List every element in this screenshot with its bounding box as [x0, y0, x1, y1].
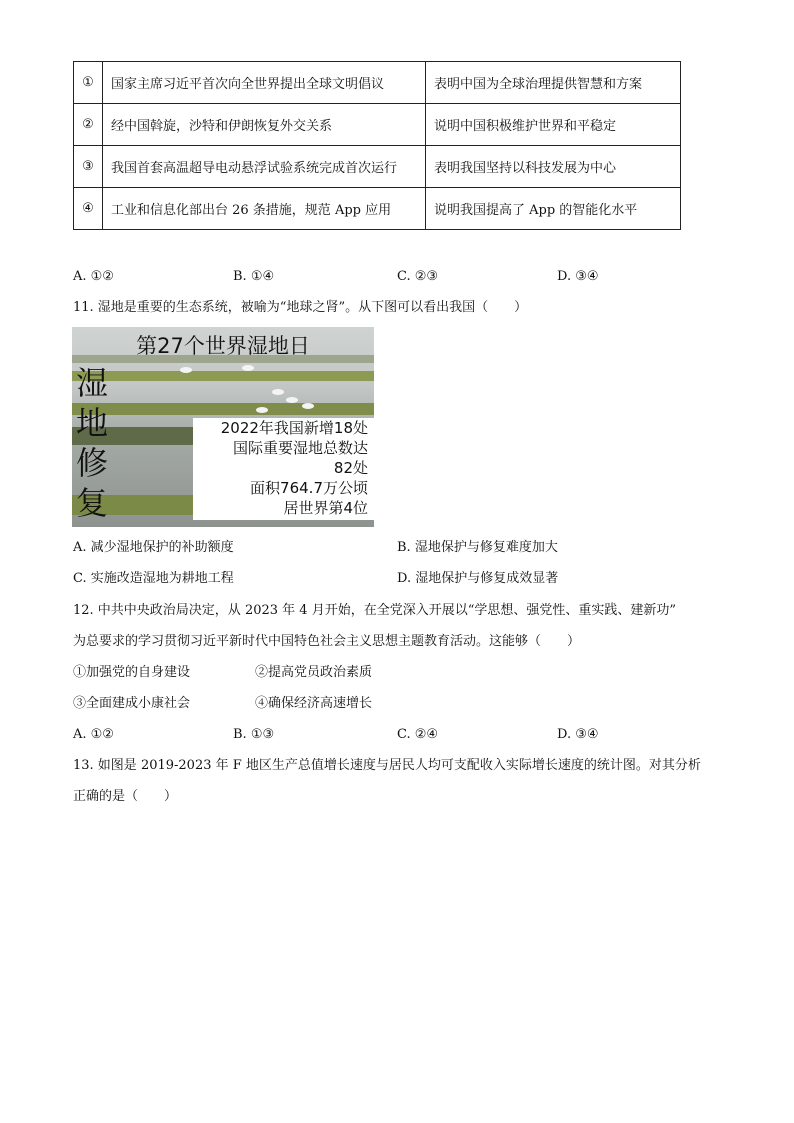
row-number: ① — [74, 62, 103, 104]
q11-option-b[interactable]: B. 湿地保护与修复难度加大 — [397, 540, 558, 555]
q12-choice-3: ③全面建成小康社会 — [73, 696, 191, 711]
egret — [272, 389, 284, 395]
image-stats-box — [193, 418, 374, 520]
vertical-char: 地 — [76, 404, 109, 442]
table-row — [74, 188, 681, 230]
event-table — [73, 61, 681, 230]
q12-choice-4: ④确保经济高速增长 — [255, 696, 373, 711]
vertical-char: 复 — [76, 484, 109, 522]
stats-line: 2022年我国新增18处 — [220, 419, 368, 437]
egret — [180, 367, 192, 373]
vertical-char: 修 — [76, 444, 109, 482]
grass-strip — [72, 371, 374, 381]
q10-option-b[interactable]: B. ①④ — [233, 269, 275, 284]
event-cell: 经中国斡旋，沙特和伊朗恢复外交关系 — [103, 104, 426, 146]
row-number: ③ — [74, 146, 103, 188]
row-number: ② — [74, 104, 103, 146]
q11-option-d[interactable]: D. 湿地保护与修复成效显著 — [397, 571, 559, 586]
event-cell: 工业和信息化部出台 26 条措施，规范 App 应用 — [103, 188, 426, 230]
q12-choice-2: ②提高党员政治素质 — [255, 665, 373, 680]
q12-stem-line2: 为总要求的学习贯彻习近平新时代中国特色社会主义思想主题教育活动。这能够（ ） — [73, 634, 581, 649]
vertical-char: 湿 — [76, 364, 109, 402]
stats-line: 居世界第4位 — [283, 499, 368, 517]
q11-option-c[interactable]: C. 实施改造湿地为耕地工程 — [73, 571, 234, 586]
q13-stem-line2: 正确的是（ ） — [73, 789, 178, 804]
row-number: ④ — [74, 188, 103, 230]
q11-stem: 11. 湿地是重要的生态系统，被喻为“地球之肾”。从下图可以看出我国（ ） — [73, 300, 528, 315]
table-row — [74, 104, 681, 146]
q12-option-b[interactable]: B. ①③ — [233, 727, 275, 742]
egret — [302, 403, 314, 409]
meaning-cell: 说明我国提高了 App 的智能化水平 — [426, 188, 681, 230]
q13-stem-line1: 13. 如图是 2019-2023 年 F 地区生产总值增长速度与居民人均可支配收入实际增长速度的统计图。对其分析 — [73, 758, 701, 773]
q12-option-a[interactable]: A. ①② — [73, 727, 114, 742]
q10-option-c[interactable]: C. ②③ — [397, 269, 439, 284]
event-cell: 国家主席习近平首次向全世界提出全球文明倡议 — [103, 62, 426, 104]
table-row — [74, 146, 681, 188]
wetland-photo — [72, 327, 374, 527]
egret — [286, 397, 298, 403]
grass-strip — [72, 403, 374, 415]
q12-stem-line1: 12. 中共中央政治局决定，从 2023 年 4 月开始，在全党深入开展以“学思想、强党性、重实践、建新功” — [73, 603, 676, 618]
meaning-cell: 说明中国积极维护世界和平稳定 — [426, 104, 681, 146]
table-row — [74, 62, 681, 104]
q12-option-c[interactable]: C. ②④ — [397, 727, 439, 742]
image-vertical-text — [76, 363, 116, 523]
q11-option-a[interactable]: A. 减少湿地保护的补助额度 — [73, 540, 234, 555]
q10-option-a[interactable]: A. ①② — [73, 269, 114, 284]
egret — [242, 365, 254, 371]
meaning-cell: 表明中国为全球治理提供智慧和方案 — [426, 62, 681, 104]
event-cell: 我国首套高温超导电动悬浮试验系统完成首次运行 — [103, 146, 426, 188]
meaning-cell: 表明我国坚持以科技发展为中心 — [426, 146, 681, 188]
stats-line: 国际重要湿地总数达 — [232, 439, 368, 457]
stats-line: 面积764.7万公顷 — [250, 479, 368, 497]
egret — [256, 407, 268, 413]
q12-option-d[interactable]: D. ③④ — [557, 727, 599, 742]
q10-option-d[interactable]: D. ③④ — [557, 269, 599, 284]
q12-choice-1: ①加强党的自身建设 — [73, 665, 191, 680]
image-title: 第27个世界湿地日 — [136, 334, 310, 358]
stats-line: 82处 — [333, 459, 368, 477]
